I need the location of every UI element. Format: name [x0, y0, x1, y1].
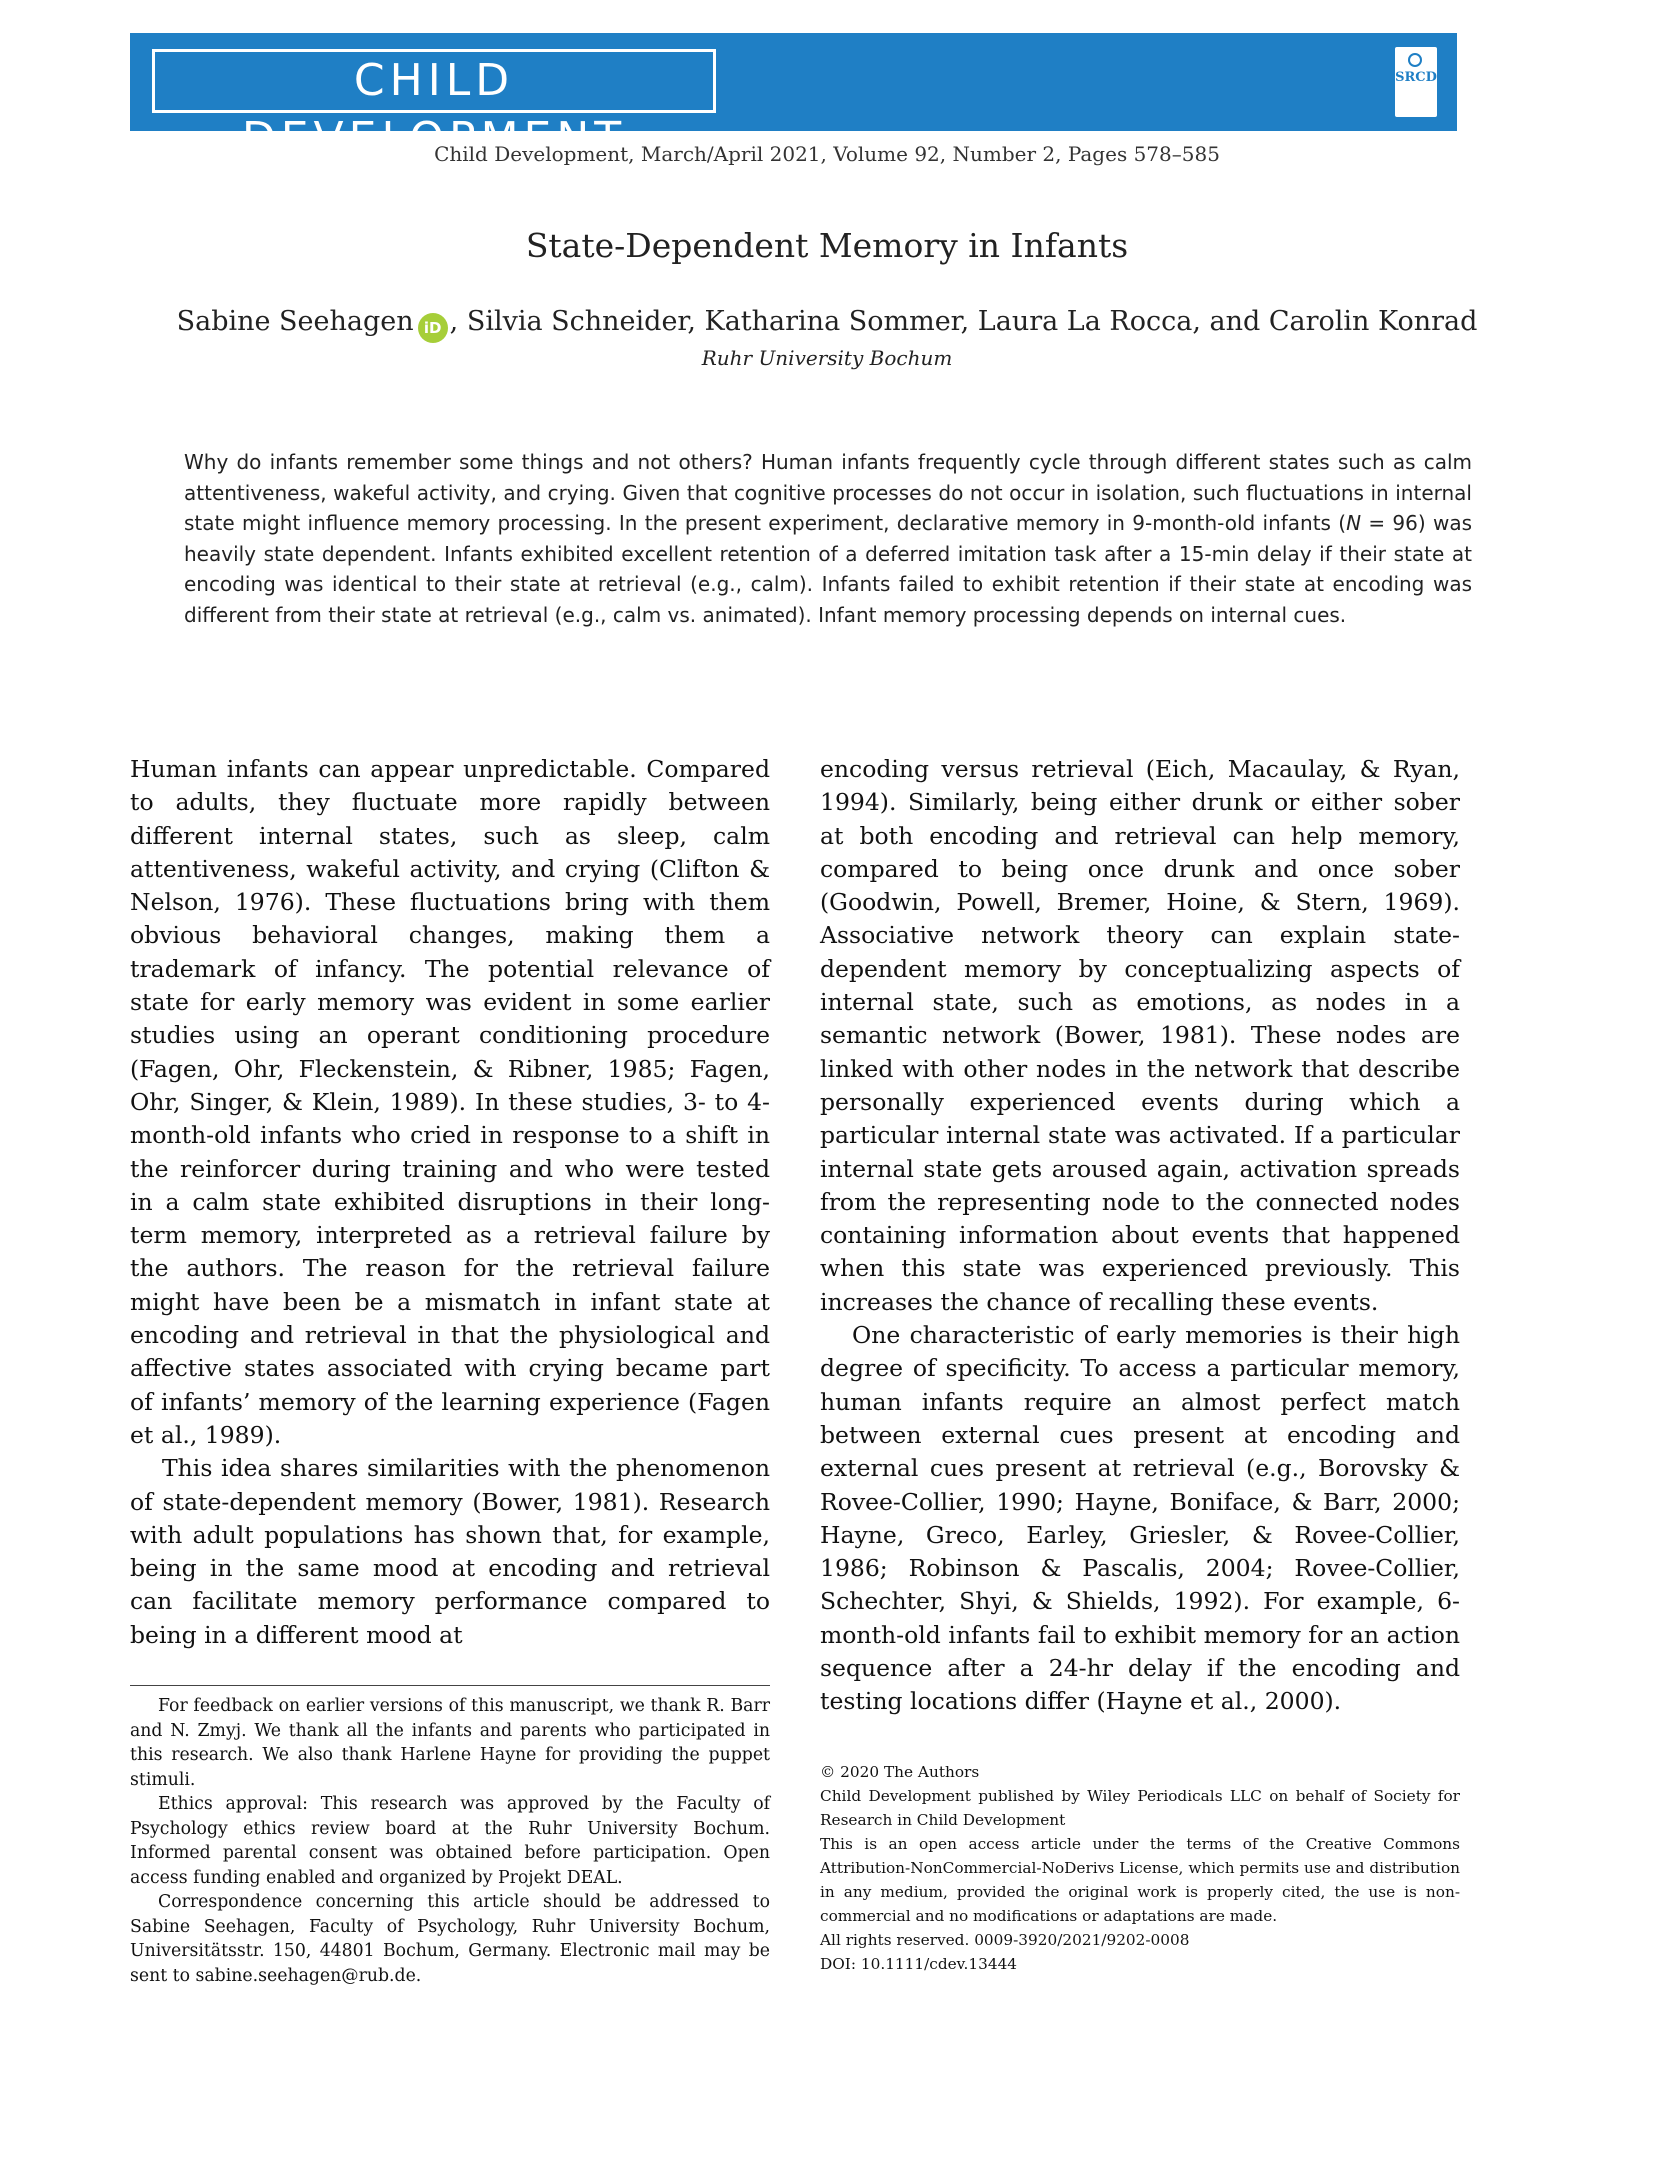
- first-author: Sabine Seehagen: [176, 306, 414, 337]
- footnote-correspondence: Correspondence concerning this article should be addressed to Sabine Seehagen, Faculty of Psychology, Ruhr University Bochum, Universitätsstr. 150, 44801 Bochum, Germany. Electronic mail may be sent to sabine.seehagen@rub.de.: [130, 1892, 770, 1986]
- logo-letters: SRCD: [1395, 70, 1437, 85]
- body-paragraph: One characteristic of early memories is their high degree of specificity. To access a particular memory, human infants require an almost perfect match between external cues present at encoding and external cues present at retrieval (e.g., Borovsky & Rovee-Collier, 1990; Hayne, Boniface, & Barr, 2000; Hayne, Greco, Earley, Griesler, & Rovee-Collier, 1986; Robinson & Pascalis, 2004; Rovee-Collier, Schechter, Shyi, & Shields, 1992). For example, 6-month-old infants fail to exhibit memory for an action sequence after a 24-hr delay if the encoding and testing locations differ (Hayne et al., 2000).: [820, 1321, 1460, 1716]
- journal-title-box: [152, 49, 716, 164]
- footnote-divider: [130, 1685, 770, 1686]
- body-paragraph: Human infants can appear unpredictable. Compared to adults, they fluctuate more rapidly between different internal states, such as sleep, calm attentiveness, wakeful activity, and crying (Clifton & Nelson, 1976). These fluctuations bring with them obvious behavioral changes, making them a trademark of infancy. The potential relevance of state for early memory was evident in some earlier studies using an operant conditioning procedure (Fagen, Ohr, Fleckenstein, & Ribner, 1985; Fagen, Ohr, Singer, & Klein, 1989). In these studies, 3- to 4-month-old infants who cried in response to a shift in the reinforcer during training and who were tested in a calm state exhibited disruptions in their long-term memory, interpreted as a retrieval failure by the authors. The reason for the retrieval failure might have been be a mismatch in infant state at encoding and retrieval in that the physiological and affective states associated with crying became part of infants’ memory of the learning experience (Fagen et al., 1989).: [130, 755, 770, 1449]
- footnote-ethics: Ethics approval: This research was approved by the Faculty of Psychology ethics review board at the Ruhr University Bochum. Informed parental consent was obtained before participation. Open access funding enabled and organized by Projekt DEAL.: [130, 1794, 770, 1888]
- affiliation: Ruhr University Bochum: [701, 346, 953, 370]
- other-authors: , Silvia Schneider, Katharina Sommer, Laura La Rocca, and Carolin Konrad: [449, 306, 1478, 337]
- body-paragraph: encoding versus retrieval (Eich, Macaulay, & Ryan, 1994). Similarly, being either drunk or either sober at both encoding and retrieval can help memory, compared to being once drunk and once sober (Goodwin, Powell, Bremer, Hoine, & Stern, 1969). Associative network theory can explain state-dependent memory by conceptualizing aspects of internal state, such as emotions, as nodes in a semantic network (Bower, 1981). These nodes are linked with other nodes in the network that describe personally experienced events during which a particular internal state was activated. If a particular internal state gets aroused again, activation spreads from the representing node to the connected nodes containing information about events that happened when this state was experienced previously. This increases the chance of recalling these events.: [820, 755, 1460, 1316]
- srcd-logo-icon: [1395, 47, 1437, 117]
- body-column-left: [130, 753, 770, 1652]
- footnote-feedback: For feedback on earlier versions of this manuscript, we thank R. Barr and N. Zmyj. We thank all the infants and parents who participated in this research. We also thank Harlene Hayne for providing the puppet stimuli.: [130, 1696, 770, 1790]
- journal-title: CHILD DEVELOPMENT: [241, 55, 627, 164]
- journal-citation: Child Development, March/April 2021, Volume 92, Number 2, Pages 578–585: [434, 142, 1220, 166]
- abstract-n-symbol: N: [1346, 511, 1362, 535]
- doi-link[interactable]: DOI: 10.1111/cdev.13444: [820, 1955, 1018, 1973]
- author-list: [0, 306, 1654, 343]
- logo-ring-icon: [1408, 53, 1422, 67]
- abstract-text-1: Why do infants remember some things and not others? Human infants frequently cycle through different states such as calm attentiveness, wakeful activity, and crying. Given that cognitive processes do not occur in isolation, such fluctuations in internal state might influence memory processing. In the present experiment, declarative memory in 9-month-old infants (: [184, 450, 1472, 535]
- body-column-right: [820, 753, 1460, 1719]
- publisher-line: Child Development published by Wiley Periodicals LLC on behalf of Society for Research in Child Development: [820, 1787, 1460, 1829]
- copyright-line: © 2020 The Authors: [820, 1763, 980, 1781]
- footnotes: [130, 1694, 770, 1988]
- rights-block: [820, 1760, 1460, 1976]
- article-title: State-Dependent Memory in Infants: [525, 226, 1129, 265]
- license-text: This is an open access article under the terms of the Creative Commons Attribution-NonCommercial-NoDerivs License, which permits use and distribution in any medium, provided the original work is properly cited, the use is non-commercial and no modifications or adaptations are made.: [820, 1835, 1460, 1925]
- body-paragraph: This idea shares similarities with the phenomenon of state-dependent memory (Bower, 1981). Research with adult populations has shown that, for example, being in the same mood at encoding and retrieval can facilitate memory performance compared to being in a different mood at: [130, 1454, 770, 1649]
- rights-reserved: All rights reserved. 0009-3920/2021/9202-0008: [820, 1931, 1190, 1949]
- abstract-text-2: = 96) was heavily state dependent. Infants exhibited excellent retention of a deferred imitation task after a 15-min delay if their state at encoding was identical to their state at retrieval (e.g., calm). Infants failed to exhibit retention if their state at encoding was different from their state at retrieval (e.g., calm vs. animated). Infant memory processing depends on internal cues.: [184, 511, 1472, 627]
- orcid-icon[interactable]: iD: [418, 313, 448, 343]
- abstract: [184, 447, 1472, 630]
